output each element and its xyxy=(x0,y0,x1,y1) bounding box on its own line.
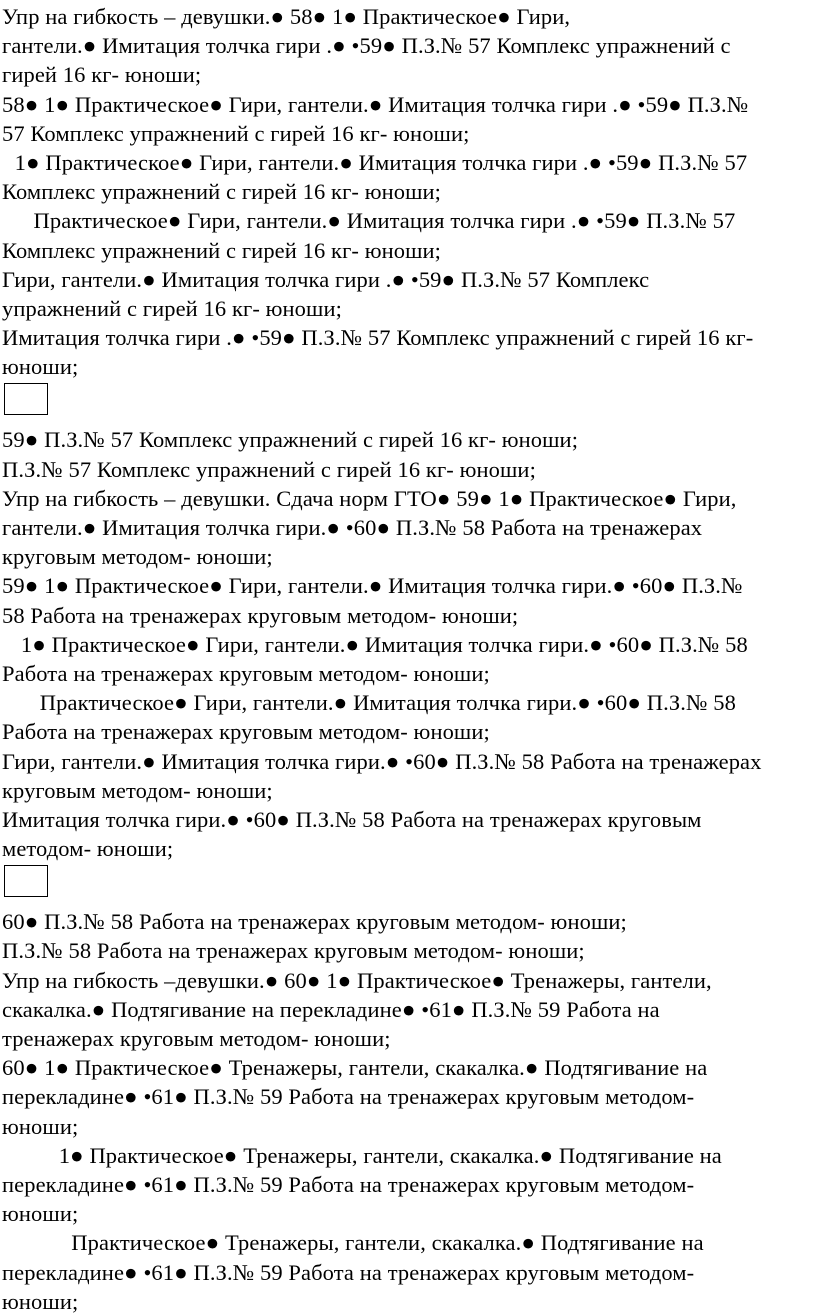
text-line: Комплекс упражнений с гирей 16 кг- юноши; xyxy=(2,179,442,205)
paragraph xyxy=(2,747,816,805)
text-line: тренажерах круговым методом- юноши; xyxy=(2,1026,391,1051)
paragraph xyxy=(2,907,816,936)
paragraph xyxy=(2,1141,816,1229)
paragraph xyxy=(2,90,816,148)
paragraph xyxy=(2,425,816,454)
text-line: 1● Практическое● Тренажеры, гантели, скакалка.● Подтягивание на xyxy=(58,1142,722,1168)
text-line: 1● Практическое● Гири, гантели.● Имитация толчка гири.● •60● П.З.№ 58 xyxy=(20,631,748,657)
text-line: упражнений с гирей 16 кг- юноши; xyxy=(2,295,342,321)
text-line: 59● 1● Практическое● Гири, гантели.● Имитация толчка гири.● •60● П.З.№ xyxy=(2,573,743,599)
paragraph xyxy=(2,936,816,965)
text-line: 1● Практическое● Гири, гантели.● Имитация толчка гири .● •59● П.З.№ 57 xyxy=(14,149,748,175)
text-line: Практическое● Гири, гантели.● Имитация толчка гири.● •60● П.З.№ 58 xyxy=(39,690,736,716)
text-line: Работа на тренажерах круговым методом- юноши; xyxy=(2,719,490,745)
paragraph xyxy=(2,966,816,1054)
text-line: круговым методом- юноши; xyxy=(2,544,273,570)
paragraph xyxy=(2,1228,816,1316)
text-line: гантели.● Имитация толчка гири.● •60● П.З.№ 58 Работа на тренажерах xyxy=(2,515,703,540)
text-line: Гири, гантели.● Имитация толчка гири .● •59● П.З.№ 57 Комплекс xyxy=(2,266,650,292)
text-line: Упр на гибкость – девушки.● 58● 1● Практическое● Гири, xyxy=(2,4,571,29)
text-line: методом- юноши; xyxy=(2,836,174,862)
text-line: 60● 1● Практическое● Тренажеры, гантели, скакалка.● Подтягивание на xyxy=(2,1055,708,1081)
text-line: перекладине● •61● П.З.№ 59 Работа на тренажерах круговым методом- xyxy=(2,1084,695,1110)
text-line: скакалка.● Подтягивание на перекладине● •61● П.З.№ 59 Работа на xyxy=(2,996,660,1022)
text-line: Практическое● Тренажеры, гантели, скакалка.● Подтягивание на xyxy=(71,1230,704,1256)
text-line: Упр на гибкость –девушки.● 60● 1● Практическое● Тренажеры, гантели, xyxy=(2,967,712,993)
text-line: Имитация толчка гири.● •60● П.З.№ 58 Работа на тренажерах круговым xyxy=(2,806,702,832)
text-line: П.З.№ 58 Работа на тренажерах круговым методом- юноши; xyxy=(2,938,585,964)
text-line: юноши; xyxy=(2,354,79,380)
text-line: гантели.● Имитация толчка гири .● •59● П.З.№ 57 Комплекс упражнений с xyxy=(2,33,731,59)
text-line: юноши; xyxy=(2,1201,79,1227)
empty-image-placeholder xyxy=(4,383,48,415)
paragraph xyxy=(2,148,816,206)
text-line: 58 Работа на тренажерах круговым методом- юноши; xyxy=(2,602,519,628)
text-line: Имитация толчка гири .● •59● П.З.№ 57 Комплекс упражнений с гирей 16 кг- xyxy=(2,325,754,351)
text-line: перекладине● •61● П.З.№ 59 Работа на тренажерах круговым методом- xyxy=(2,1171,695,1197)
text-line: 59● П.З.№ 57 Комплекс упражнений с гирей 16 кг- юноши; xyxy=(2,427,579,453)
paragraph xyxy=(2,484,816,572)
paragraph xyxy=(2,688,816,746)
paragraph xyxy=(2,630,816,688)
paragraph xyxy=(2,323,816,381)
paragraph xyxy=(2,571,816,629)
text-line: Работа на тренажерах круговым методом- юноши; xyxy=(2,660,490,686)
text-line: юноши; xyxy=(2,1288,79,1314)
text-line: перекладине● •61● П.З.№ 59 Работа на тренажерах круговым методом- xyxy=(2,1259,695,1285)
text-line: Упр на гибкость – девушки. Сдача норм ГТО● 59● 1● Практическое● Гири, xyxy=(2,485,737,511)
paragraph xyxy=(2,805,816,863)
text-line: Комплекс упражнений с гирей 16 кг- юноши; xyxy=(2,237,442,263)
paragraph xyxy=(2,455,816,484)
paragraph xyxy=(2,1053,816,1141)
text-line: круговым методом- юноши; xyxy=(2,777,273,803)
empty-image-placeholder xyxy=(4,865,48,897)
text-line: 60● П.З.№ 58 Работа на тренажерах круговым методом- юноши; xyxy=(2,909,627,935)
text-line: 57 Комплекс упражнений с гирей 16 кг- юноши; xyxy=(2,120,470,146)
text-line: Практическое● Гири, гантели.● Имитация толчка гири .● •59● П.З.№ 57 xyxy=(33,208,736,234)
paragraph xyxy=(2,2,816,90)
text-line: юноши; xyxy=(2,1113,79,1139)
paragraph xyxy=(2,265,816,323)
text-line: Гири, гантели.● Имитация толчка гири.● •60● П.З.№ 58 Работа на тренажерах xyxy=(2,748,762,774)
text-line: гирей 16 кг- юноши; xyxy=(2,62,202,88)
text-line: П.З.№ 57 Комплекс упражнений с гирей 16 кг- юноши; xyxy=(2,456,536,482)
text-line: 58● 1● Практическое● Гири, гантели.● Имитация толчка гири .● •59● П.З.№ xyxy=(2,91,749,117)
paragraph xyxy=(2,206,816,264)
